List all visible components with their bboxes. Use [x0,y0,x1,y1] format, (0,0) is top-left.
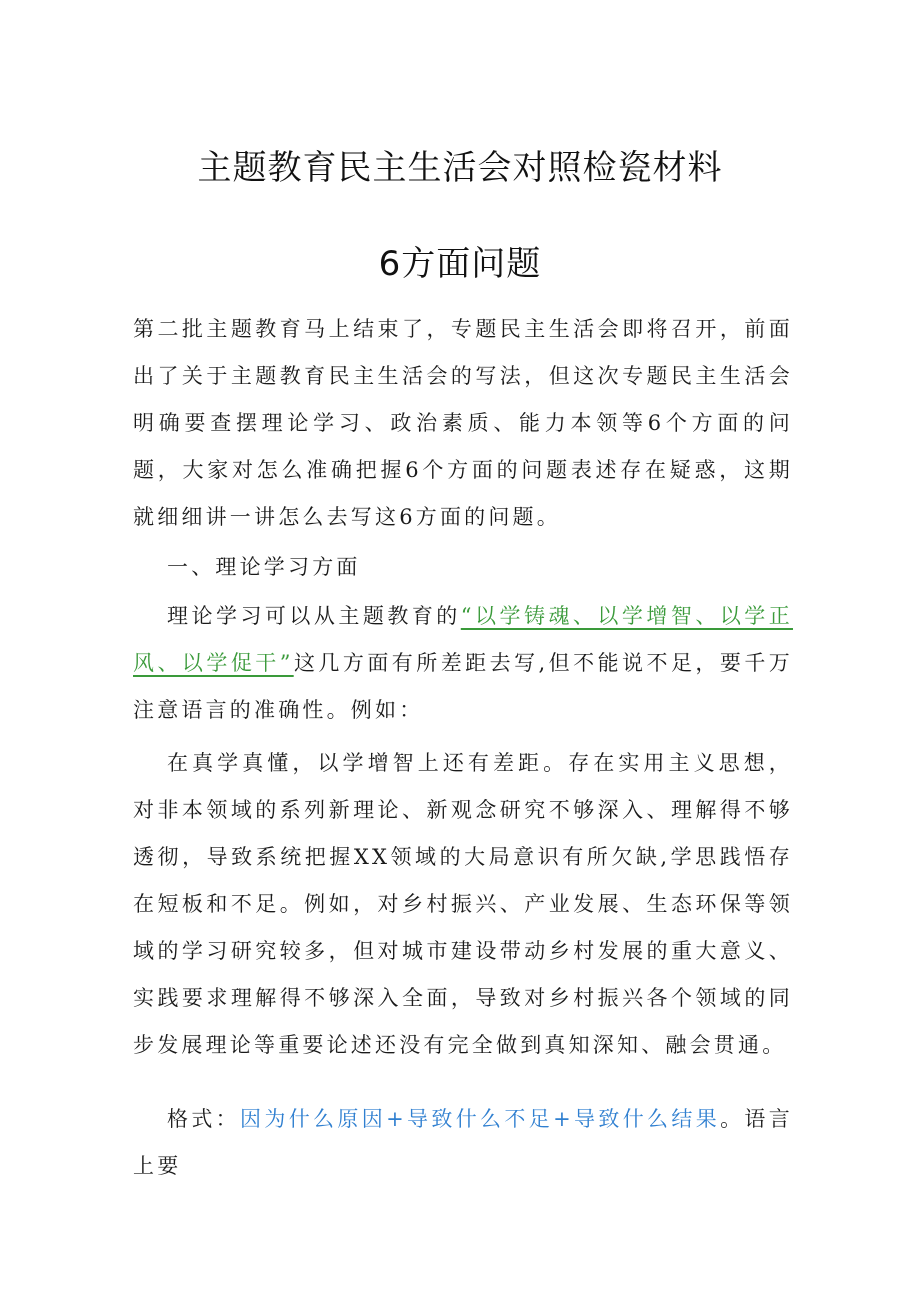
section-heading-theory-study: 一、理论学习方面 [167,555,361,579]
theory-study-quote-link[interactable]: “以学铸魂、以学增智、以学正风、以学促干” [133,604,793,675]
format-label: 格式： [167,1107,241,1131]
format-text-after: 。语言上要 [133,1107,793,1178]
document-title-line-1: 主题教育民主生活会对照检瓷材料 [197,148,723,188]
document-title-line-2: 6方面问题 [378,244,542,284]
intro-paragraph: 第二批主题教育马上结束了，专题民主生活会即将召开，前面出了关于主题教育民主生活会的写法，但这次专题民主生活会明确要查摆理论学习、政治素质、能力本领等6个方面的问题，大家对怎么准确把握6个方面的问题表述存在疑惑，这期就细细讲一讲怎么去写这6方面的问题。 [133,317,793,529]
theory-study-text-after: 这几方面有所差距去写,但不能说不足，要千万注意语言的准确性。例如： [133,651,793,722]
theory-study-paragraph [133,593,793,734]
format-formula: 因为什么原因+导致什么不足+导致什么结果 [240,1107,721,1131]
example-paragraph: 在真学真懂，以学增智上还有差距。存在实用主义思想，对非本领域的系列新理论、新观念研究不够深入、理解得不够透彻，导致系统把握XX领域的大局意识有所欠缺,学思践悟存在短板和不足。例如，对乡村振兴、产业发展、生态环保等领域的学习研究较多，但对城市建设带动乡村发展的重大意义、实践要求理解得不够深入全面，导致对乡村振兴各个领域的同步发展理论等重要论述还没有完全做到真知深知、融会贯通。 [133,751,793,1057]
theory-study-text-before: 理论学习可以从主题教育的 [167,604,461,628]
format-paragraph [133,1096,793,1190]
